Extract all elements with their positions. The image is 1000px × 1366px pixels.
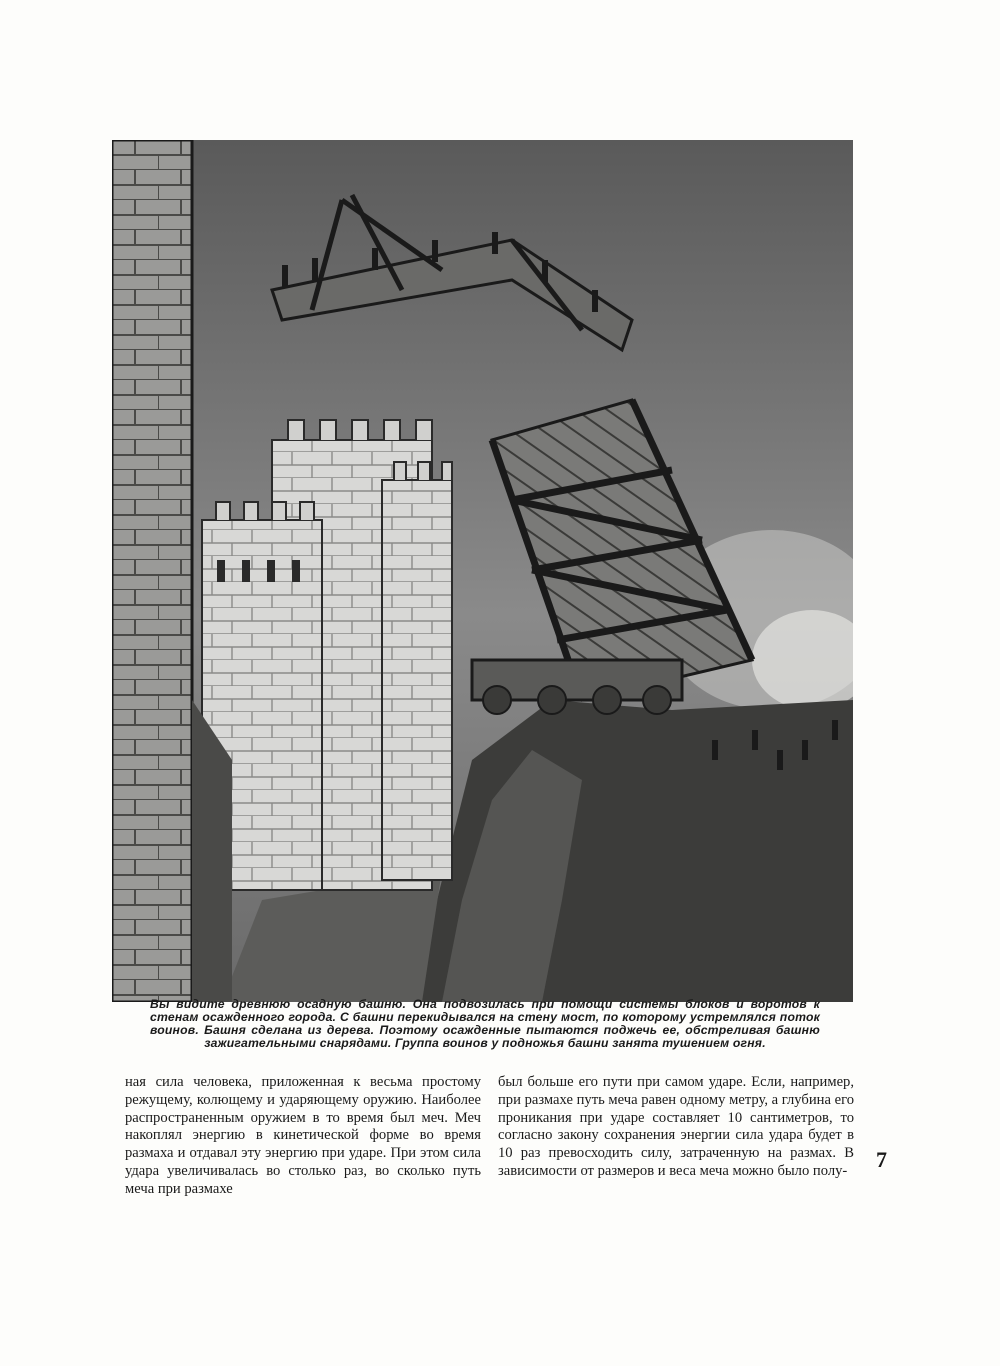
wall-tower-far <box>382 480 452 880</box>
page-number: 7 <box>876 1147 887 1172</box>
body-text-right-column: был больше его пути при самом ударе. Если, например, при размахе путь меча равен одному метру, а глубина его проникания при ударе составляет 10 сантиметров, то согласно закону сохранения энергии сила удара будет в 10 раз превосходить силу, затраченную на размах. В зависимости от размеров и веса меча можно было полу- <box>498 1074 854 1179</box>
figure-caption: Вы видите древнюю осадную башню. Она подвозилась при помощи системы блоков и воротов к стенам осажденного города. С башни перекидывался на стену мост, по которому устремлялся поток воинов. Башня сделана из дерева. Поэтому осажденные пытаются поджечь ее, обстреливая башню зажигательными снарядами. Группа воинов у подножья башни занята тушением огня. <box>150 997 820 1050</box>
siege-tower-illustration <box>112 140 853 1002</box>
near-city-wall <box>112 140 192 1002</box>
body-text-left-column: ная сила человека, приложенная к весьма простому режущему, колющему и ударяющему оружию. Наиболее распространенным оружием в то время был меч. Меч накоплял энергию в кинетической форме во время размаха и отдавал эту энергию при ударе. При этом сила удара увеличивалась во столько раз, во сколько путь меча при размахе <box>125 1074 481 1197</box>
illustration-drawing <box>112 140 853 1002</box>
